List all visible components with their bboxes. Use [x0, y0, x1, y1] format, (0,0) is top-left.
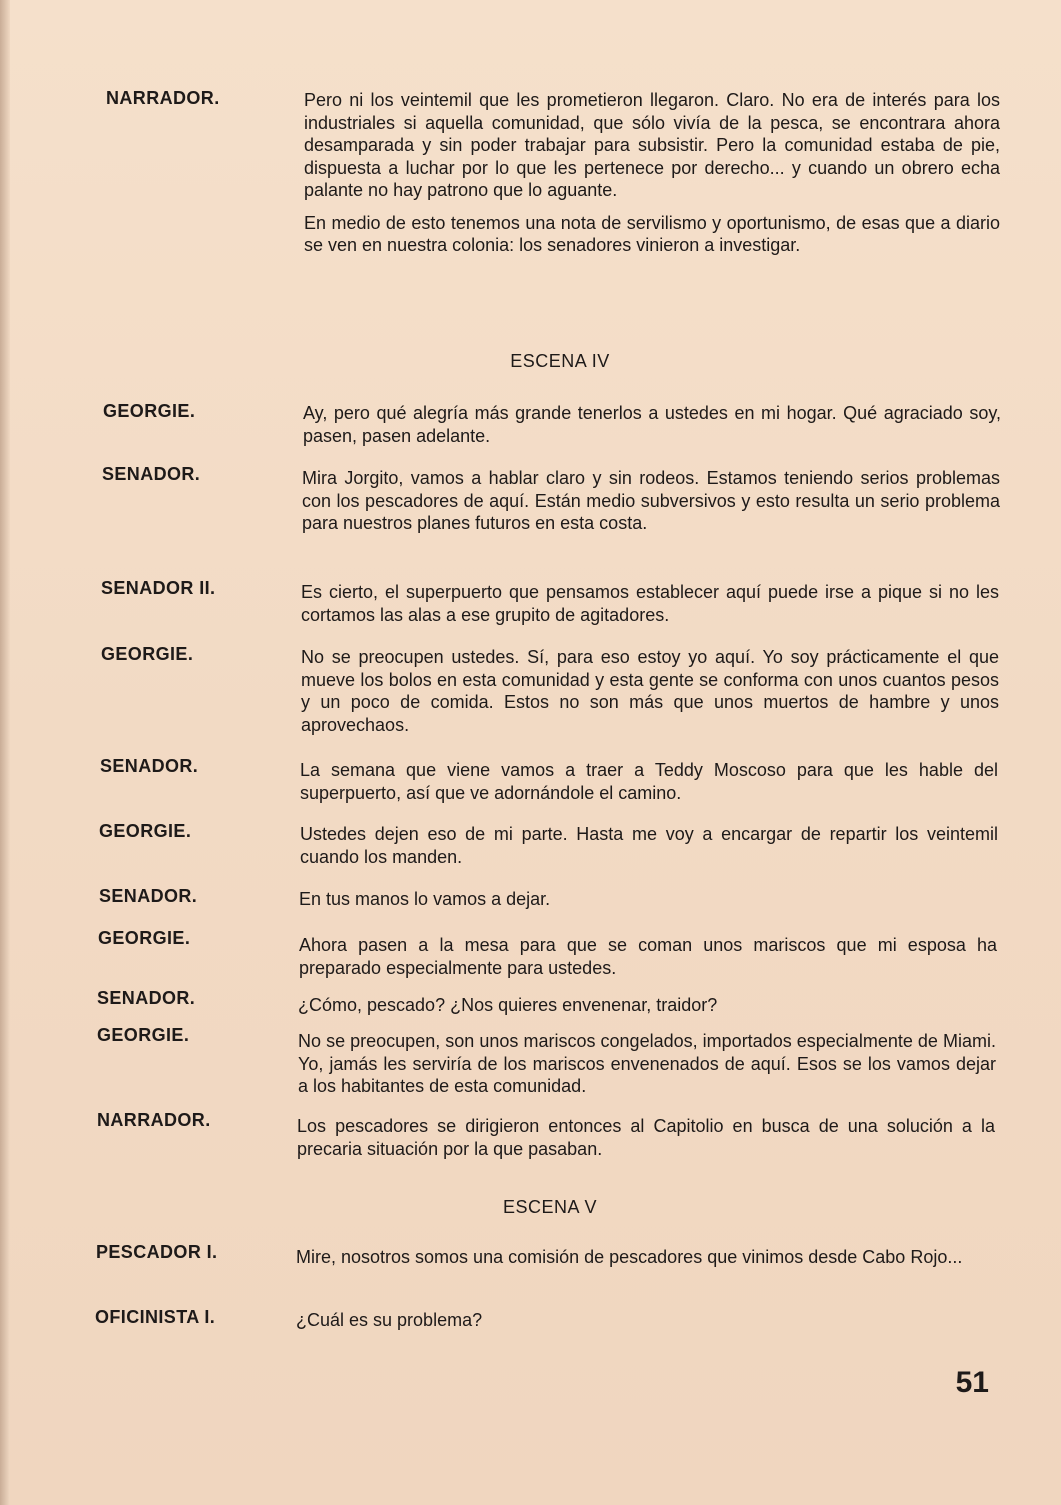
- dialogue-text: Es cierto, el superpuerto que pensamos establecer aquí puede irse a pique si no les cortamos las alas a ese grupito de agitadores.: [301, 582, 999, 625]
- speaker-label: GEORGIE.: [97, 1025, 190, 1045]
- dialogue-text: [304, 89, 1000, 257]
- page-edge: [0, 0, 10, 1505]
- paragraph: En medio de esto tenemos una nota de servilismo y oportunismo, de esas que a diario se ven en nuestra colonia: los senadores vinieron a investigar.: [304, 212, 1000, 255]
- dialogue-text: Ustedes dejen eso de mi parte. Hasta me voy a encargar de repartir los veintemil cuando los manden.: [300, 824, 998, 867]
- dialogue-text: La semana que viene vamos a traer a Teddy Moscoso para que les hable del superpuerto, así que ve adornándole el camino.: [300, 760, 998, 803]
- scene-heading: ESCENA IV: [510, 351, 610, 371]
- dialogue-text: Ahora pasen a la mesa para que se coman unos mariscos que mi esposa ha preparado especialmente para ustedes.: [299, 935, 997, 978]
- dialogue-text: No se preocupen, son unos mariscos congelados, importados especialmente de Miami. Yo, jamás les serviría de los mariscos envenenados de aquí. Esos se los vamos dejar a los habitantes de esta comunidad.: [298, 1031, 996, 1096]
- speaker-label: SENADOR.: [100, 756, 199, 776]
- speaker-label: SENADOR II.: [101, 578, 216, 598]
- dialogue-text: Ay, pero qué alegría más grande tenerlos a ustedes en mi hogar. Qué agraciado soy, pasen, pasen adelante.: [303, 403, 1001, 446]
- dialogue-text: Los pescadores se dirigieron entonces al Capitolio en busca de una solución a la precaria situación por la que pasaban.: [297, 1116, 995, 1159]
- speaker-label: NARRADOR.: [97, 1110, 211, 1130]
- scene-heading: ESCENA V: [502, 1197, 598, 1217]
- speaker-label: OFICINISTA I.: [95, 1307, 216, 1327]
- dialogue-text: ¿Cuál es su problema?: [296, 1310, 483, 1330]
- dialogue-text: Mira Jorgito, vamos a hablar claro y sin rodeos. Estamos teniendo serios problemas con los pescadores de aquí. Están medio subversivos y esto resulta un serio problema para nuestros planes futuros en esta costa.: [302, 468, 1000, 533]
- speaker-label: PESCADOR I.: [96, 1242, 218, 1262]
- speaker-label: GEORGIE.: [99, 821, 192, 841]
- speaker-label: SENADOR.: [99, 886, 198, 906]
- speaker-label: SENADOR.: [102, 464, 201, 484]
- speaker-label: GEORGIE.: [103, 401, 196, 421]
- speaker-label: GEORGIE.: [98, 928, 191, 948]
- speaker-label: GEORGIE.: [101, 644, 194, 664]
- dialogue-text: ¿Cómo, pescado? ¿Nos quieres envenenar, traidor?: [298, 995, 718, 1015]
- page-number: 51: [955, 1366, 989, 1399]
- speaker-label: NARRADOR.: [106, 88, 220, 108]
- dialogue-text: En tus manos lo vamos a dejar.: [299, 889, 551, 909]
- dialogue-text: No se preocupen ustedes. Sí, para eso estoy yo aquí. Yo soy prácticamente el que mueve los bolos en esta comunidad y esta gente se conforma con unos cuantos pesos y un poco de comida. Estos no son más que unos muertos de hambre y unos aprovechaos.: [301, 647, 999, 735]
- paragraph: Pero ni los veintemil que les prometieron llegaron. Claro. No era de interés para los industriales si aquella comunidad, que sólo vivía de la pesca, se encontrara ahora desamparada y sin poder trabajar para subsistir. Pero la comunidad estaba de pie, dispuesta a luchar por lo que les pertenece por derecho... y cuando un obrero echa palante no hay patrono que lo aguante.: [304, 90, 1000, 200]
- speaker-label: SENADOR.: [97, 988, 196, 1008]
- dialogue-text: Mire, nosotros somos una comisión de pescadores que vinimos desde Cabo Rojo...: [296, 1247, 963, 1267]
